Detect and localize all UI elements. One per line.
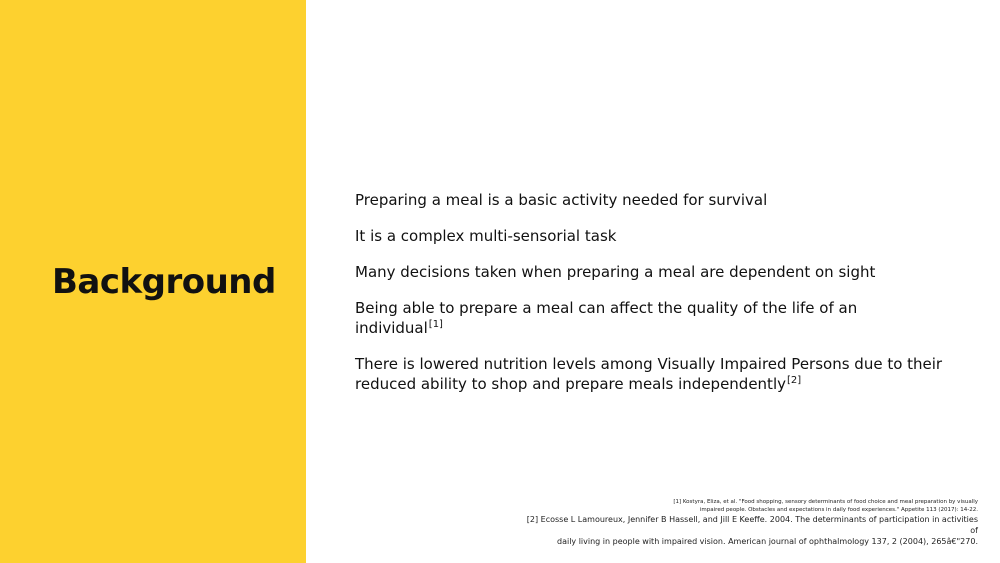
slide-title: Background (52, 262, 276, 302)
reference-1-line-2: impaired people. Obstacles and expectations in daily food experiences." Appetite 113 (2017): 14-22. (699, 507, 978, 513)
reference-1-line-1: [1] Kostyra, Eliza, et al. "Food shopping, sensory determinants of food choice and meal preparation by visually (673, 499, 978, 505)
bullet-item (355, 190, 945, 210)
citation-marker: [1] (428, 319, 443, 330)
bullet-text: Preparing a meal is a basic activity needed for survival (355, 191, 768, 209)
bullet-text: It is a complex multi-sensorial task (355, 227, 617, 245)
bullet-text: Being able to prepare a meal can affect the quality of the life of an individual (355, 299, 858, 337)
reference-2-line-1: [2] Ecosse L Lamoureux, Jennifer B Hassell, and Jill E Keeffe. 2004. The determinants of participation in activities of (526, 515, 978, 535)
bullet-item (355, 226, 945, 246)
bullet-text: There is lowered nutrition levels among Visually Impaired Persons due to their reduced ability to shop and prepare meals independently (355, 355, 943, 393)
bullet-text: Many decisions taken when preparing a meal are dependent on sight (355, 263, 876, 281)
bullet-list (355, 190, 945, 410)
citation-marker: [2] (787, 375, 802, 386)
bullet-item (355, 262, 945, 282)
reference-2-line-2: daily living in people with impaired vision. American journal of ophthalmology 137, 2 (2004), 265â€"270. (557, 537, 978, 546)
bullet-item (355, 298, 945, 338)
title-panel (0, 0, 306, 563)
bullet-item (355, 354, 945, 394)
references (518, 498, 978, 547)
